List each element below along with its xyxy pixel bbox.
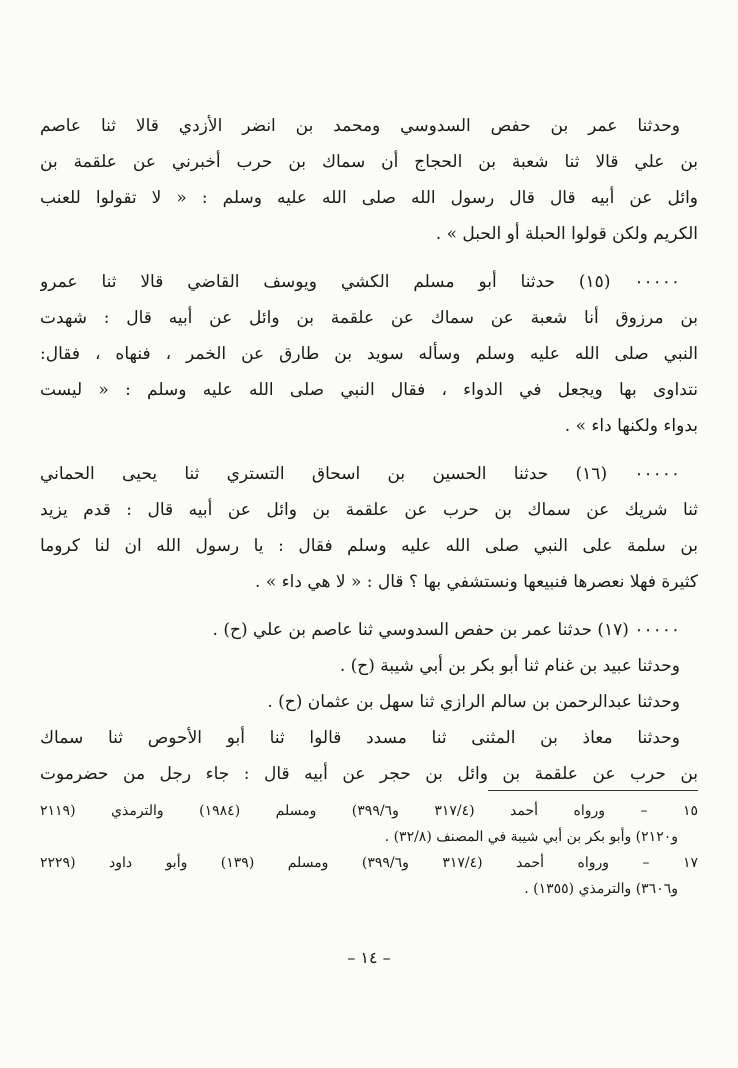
text-line: وحدثنا معاذ بن المثنى ثنا مسدد قالوا ثنا أبو الأحوص ثنا سماك [40,728,680,748]
text-line: بن سلمة على النبي صلى الله عليه وسلم فقال : يا رسول الله ان لنا كروما [40,536,698,556]
text-line: ٠٠٠٠٠ (١٦) حدثنا الحسين بن اسحاق التستري ثنا يحيى الحماني [40,464,680,484]
footnote-line: و٣٦٠٦) والترمذي (١٣٥٥) . [524,881,678,897]
text-line: الكريم ولكن قولوا الحبلة أو الحبل » . [435,224,698,244]
text-line: بن مرزوق أنا شعبة عن سماك عن علقمة بن وائل عن أبيه قال : شهدت [40,308,698,328]
text-line: وائل عن أبيه قال قال رسول الله صلى الله عليه وسلم : « لا تقولوا للعنب [40,188,698,208]
footnote-line: ١٥ – ورواه أحمد (٣١٧/٤ و٣٩٩/٦) ومسلم (١٩٨٤) والترمذي (٢١١٩ [40,803,698,819]
text-line: ٠٠٠٠٠ (١٥) حدثنا أبو مسلم الكشي ويوسف القاضي قالا ثنا عمرو [40,272,680,292]
text-line: ٠٠٠٠٠ (١٧) حدثنا عمر بن حفص السدوسي ثنا عاصم بن علي (ح) . [212,620,680,640]
page-number: – ١٤ – [347,948,391,967]
text-line: النبي صلى الله عليه وسلم وسأله سويد بن طارق عن الخمر ، فنهاه ، فقال: [40,344,698,364]
text-line: بن حرب عن علقمة بن وائل بن حجر عن أبيه قال : جاء رجل من حضرموت [40,764,698,784]
text-line: ثنا شريك عن سماك بن حرب عن علقمة بن وائل عن أبيه قال : قدم يزيد [40,500,698,520]
body-text [40,108,698,792]
footnote-separator [488,790,698,791]
footnotes [40,798,698,902]
text-line: وحدثنا عبدالرحمن بن سالم الرازي ثنا سهل بن عثمان (ح) . [267,692,680,712]
text-line: وحدثنا عمر بن حفص السدوسي ومحمد بن انضر الأزدي قالا ثنا عاصم [40,116,680,136]
footnote-line: و٢١٢٠) وأبو بكر بن أبي شيبة في المصنف (٣٢/٨) . [384,829,678,845]
footnote-line: ١٧ – ورواه أحمد (٣١٧/٤ و٣٩٩/٦) ومسلم (١٣٩) وأبو داود (٢٢٢٩ [40,855,698,871]
text-line: بدواء ولكنها داء » . [564,416,698,436]
text-line: وحدثنا عبيد بن غنام ثنا أبو بكر بن أبي شيبة (ح) . [339,656,680,676]
text-line: بن علي قالا ثنا شعبة بن الحجاج أن سماك بن حرب أخبرني عن علقمة بن [40,152,698,172]
text-line: كثيرة فهلا نعصرها فنبيعها ونستشفي بها ؟ قال : « لا هي داء » . [255,572,698,592]
text-line: نتداوى بها ويجعل في الدواء ، فقال النبي صلى الله عليه وسلم : « ليست [40,380,698,400]
